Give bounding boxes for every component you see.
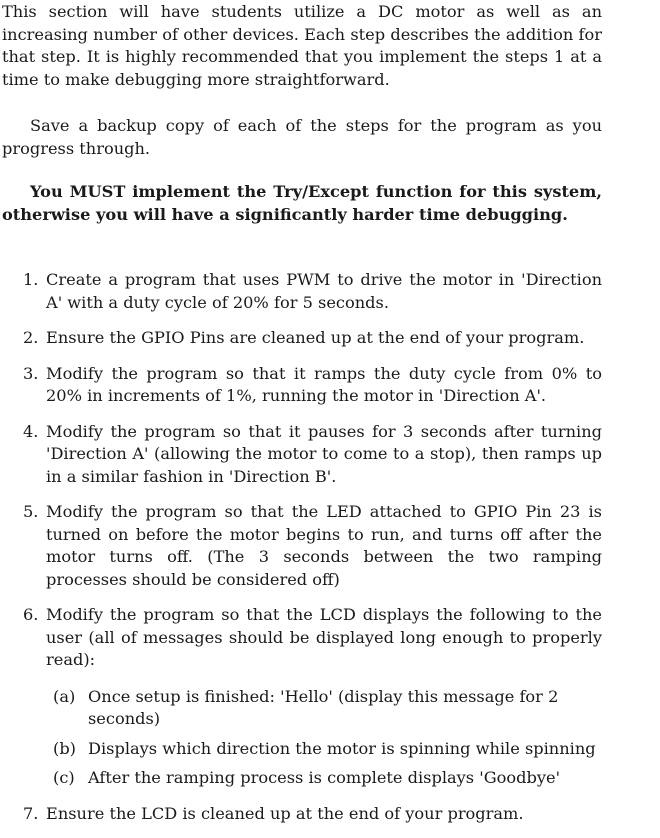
step-number: 4.	[23, 421, 39, 441]
backup-paragraph: Save a backup copy of each of the steps for the program as you progress through.	[2, 116, 602, 158]
substep-item	[46, 767, 602, 790]
step-item	[0, 501, 602, 591]
intro-paragraph: This section will have students utilize a DC motor as well as an increasing number of other devices. Each step describes the addition for that step. It is highly recommended that you implement the steps 1 at a time to make debugging more straightforward.	[2, 2, 602, 89]
step-item	[0, 327, 602, 350]
step-text: Modify the program so that it ramps the duty cycle from 0% to 20% in increments of 1%, running the motor in 'Direction A'.	[46, 363, 602, 405]
step-text: Modify the program so that the LCD displays the following to the user (all of messages should be displayed long enough to properly read):	[46, 605, 602, 669]
step-number: 5.	[23, 502, 39, 521]
step-number: 1.	[23, 270, 39, 289]
step-number: 6.	[23, 605, 39, 624]
substep-label: (c)	[53, 768, 75, 787]
step-item	[0, 803, 602, 826]
steps-list	[0, 269, 602, 838]
step-number: 3.	[23, 363, 39, 383]
substep-label: (a)	[53, 686, 76, 706]
substep-text: Once setup is finished: 'Hello' (display this message for 2 seconds)	[88, 686, 559, 728]
substep-item	[46, 738, 602, 761]
try-except-warning: You MUST implement the Try/Except function for this system, otherwise you will have a significantly harder time debugging.	[2, 182, 602, 224]
substep-item	[46, 686, 602, 731]
step-text: Ensure the LCD is cleaned up at the end of your program.	[46, 803, 524, 823]
step-number: 2.	[23, 328, 39, 347]
step-item	[0, 363, 602, 408]
step-text: Ensure the GPIO Pins are cleaned up at the end of your program.	[46, 328, 585, 347]
step-text: Create a program that uses PWM to drive the motor in 'Direction A' with a duty cycle of 20% for 5 seconds.	[46, 270, 602, 312]
substep-text: After the ramping process is complete displays 'Goodbye'	[88, 768, 561, 787]
step-item	[0, 604, 602, 790]
step-text: Modify the program so that the LED attached to GPIO Pin 23 is turned on before the motor begins to run, and turns off after the motor turns off. (The 3 seconds between the two ramping processes should be considered off)	[46, 502, 602, 589]
step-text: Modify the program so that it pauses for 3 seconds after turning 'Direction A' (allowing the motor to come to a stop), then ramps up in a similar fashion in 'Direction B'.	[46, 421, 602, 486]
step-item	[0, 269, 602, 314]
substep-label: (b)	[53, 738, 76, 758]
step-number: 7.	[23, 803, 39, 823]
step-item	[0, 421, 602, 489]
substep-text: Displays which direction the motor is spinning while spinning	[88, 738, 596, 758]
substeps-list	[46, 686, 602, 790]
